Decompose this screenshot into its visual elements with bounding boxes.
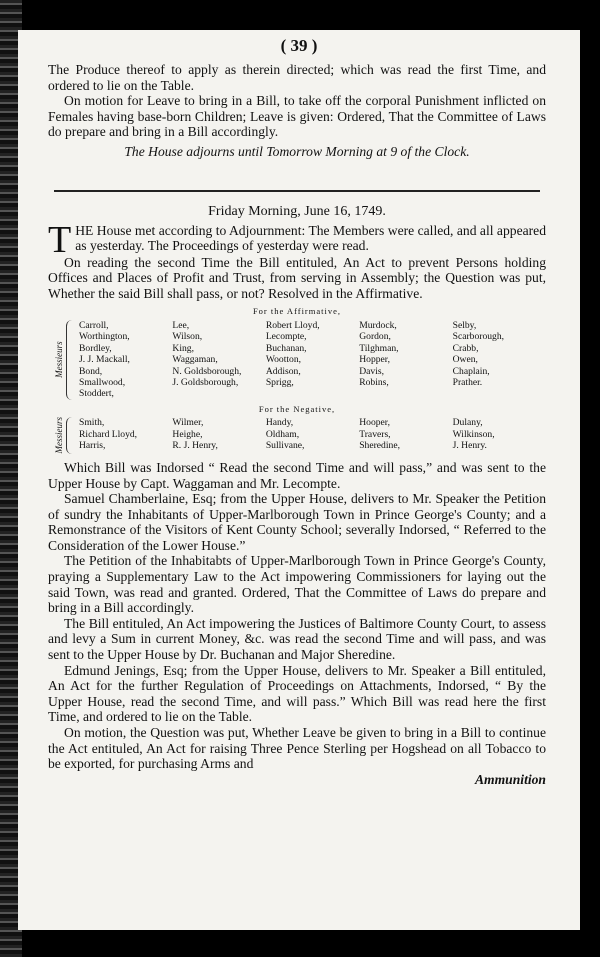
affirmative-member-name: Wootton, bbox=[265, 354, 302, 366]
affirmative-member-name: Hopper, bbox=[359, 354, 391, 366]
affirmative-member-name: King, bbox=[172, 342, 194, 354]
affirmative-member-name: Robert Lloyd, bbox=[265, 319, 320, 331]
affirmative-member-name: Chaplain, bbox=[452, 365, 490, 377]
affirmative-member-name: J. J. Mackall, bbox=[79, 354, 130, 366]
negative-member-name: Smith, bbox=[79, 417, 105, 429]
affirmative-label: Messieurs bbox=[54, 341, 64, 379]
negative-columns bbox=[79, 417, 546, 454]
affirmative-member-name: Murdock, bbox=[359, 319, 397, 331]
affirmative-member-name: Lecompte, bbox=[265, 331, 307, 343]
affirmative-member-name: Tilghman, bbox=[359, 342, 399, 354]
negative-column bbox=[453, 417, 546, 454]
negative-member-name: R. J. Henry, bbox=[172, 440, 218, 452]
affirmative-column bbox=[453, 320, 546, 400]
affirmative-member-name: Selby, bbox=[452, 319, 477, 331]
affirmative-member-name: Wilson, bbox=[172, 331, 203, 343]
main-section bbox=[48, 204, 546, 787]
body-paragraph: Samuel Chamberlaine, Esq; from the Upper House, delivers to Mr. Speaker the Petition of sundry the Inhabitants of Upper-Marlborough Town in Prince George's County; and a Remonstrance of the Visitors of Kent County School; severally Indorsed, “ Referred to the Consideration of the Lower House.” bbox=[48, 491, 546, 553]
negative-column bbox=[359, 417, 452, 454]
affirmative-column bbox=[359, 320, 452, 400]
drop-cap: T bbox=[48, 218, 72, 261]
affirmative-member-name: Bordley, bbox=[79, 342, 112, 354]
affirmative-column bbox=[266, 320, 359, 400]
negative-member-name: Wilmer, bbox=[172, 417, 204, 429]
document-page bbox=[18, 30, 580, 930]
affirmative-member-name: Owen, bbox=[452, 354, 478, 366]
affirmative-member-name: Smallwood, bbox=[79, 377, 126, 388]
body-paragraph: Edmund Jenings, Esq; from the Upper House, delivers to Mr. Speaker a Bill entituled, An Act for the further Regulation of Proceedings on Attachments, Indorsed, “ By the Upper House, read the second Time, and will pass.” Which Bill was read here the first Time, and ordered to lie on the Table. bbox=[48, 662, 546, 725]
second-reading-paragraph: On reading the second Time the Bill entituled, An Act to prevent Persons holding Offices and Places of Profit and Trust, from serving in Assembly; the Question was put, Whether the said Bill shall pass, or not? Resolved in the Affirmative. bbox=[48, 254, 546, 301]
negative-member-name: Dulany, bbox=[452, 417, 483, 429]
section-divider bbox=[54, 190, 540, 192]
affirmative-member-name: Buchanan, bbox=[265, 342, 307, 354]
negative-member-name: Wilkinson, bbox=[452, 428, 495, 440]
affirmative-member-name: Sprigg, bbox=[265, 377, 294, 388]
affirmative-column bbox=[172, 320, 265, 400]
catchword: Ammunition bbox=[474, 771, 546, 787]
negative-brace bbox=[66, 417, 75, 454]
negative-heading: For the Negative, bbox=[258, 403, 336, 414]
negative-member-name: Harris, bbox=[79, 440, 106, 452]
negative-member-name: Richard Lloyd, bbox=[79, 428, 138, 440]
negative-vote-list bbox=[54, 417, 546, 454]
adjournment-line: The House adjourns until Tomorrow Morning at 9 of the Clock. bbox=[124, 143, 470, 159]
affirmative-member-name: Robins, bbox=[359, 377, 389, 388]
affirmative-brace bbox=[66, 320, 75, 400]
top-section bbox=[48, 62, 546, 160]
top-paragraph-1: The Produce thereof to apply as therein directed; which was read the first Time, and ordered to lie on the Table. bbox=[48, 62, 546, 93]
affirmative-member-name: N. Goldsborough, bbox=[172, 365, 242, 377]
affirmative-member-name: Worthington, bbox=[79, 331, 130, 343]
negative-member-name: Travers, bbox=[359, 428, 391, 440]
affirmative-column bbox=[79, 320, 172, 400]
opening-text: HE House met according to Adjournment: The Members were called, and all appeared as yesterday. The Proceedings of yesterday were read. bbox=[75, 222, 546, 254]
body-paragraph: The Petition of the Inhabitabts of Upper-Marlborough Town in Prince George's County, praying a Supplementary Law to the Act impowering Commissioners for laying out the said Town, was read and granted. Ordered, That the Committee of Laws do prepare and bring in a Bill accordingly. bbox=[48, 553, 546, 616]
negative-member-name: Hooper, bbox=[359, 417, 391, 429]
affirmative-member-name: Bond, bbox=[79, 365, 103, 377]
affirmative-member-name: Gordon, bbox=[359, 331, 391, 343]
affirmative-member-name: J. Goldsborough, bbox=[172, 377, 239, 388]
negative-column bbox=[79, 417, 172, 454]
affirmative-member-name: Crabb, bbox=[452, 342, 479, 354]
affirmative-heading: For the Affirmative, bbox=[252, 306, 342, 317]
affirmative-member-name: Prather. bbox=[452, 377, 483, 388]
affirmative-member-name: Davis, bbox=[359, 365, 384, 377]
affirmative-member-name: Carroll, bbox=[79, 319, 109, 331]
page-number: ( 39 ) bbox=[280, 36, 318, 55]
affirmative-columns bbox=[79, 320, 546, 400]
negative-label: Messieurs bbox=[54, 417, 64, 454]
negative-column bbox=[266, 417, 359, 454]
negative-member-name: J. Henry. bbox=[452, 440, 487, 452]
affirmative-member-name: Waggaman, bbox=[172, 354, 218, 366]
body-paragraphs bbox=[48, 460, 546, 772]
top-paragraph-2: On motion for Leave to bring in a Bill, to take off the corporal Punishment inflicted on Females having base-born Children; Leave is given: Ordered, That the Committee of Laws do prepare and bring in a Bill accordingly. bbox=[48, 93, 546, 140]
affirmative-member-name: Stoddert, bbox=[79, 388, 114, 400]
body-paragraph: The Bill entituled, An Act impowering the Justices of Baltimore County Court, to assess and levy a Sum in current Money, &c. was read the second Time and will pass, and was sent to the Upper House by Dr. Buchanan and Major Sheredine. bbox=[48, 615, 546, 663]
negative-column bbox=[172, 417, 265, 454]
negative-member-name: Heighe, bbox=[172, 428, 203, 440]
negative-member-name: Handy, bbox=[265, 417, 294, 429]
negative-member-name: Oldham, bbox=[265, 428, 300, 440]
affirmative-vote-list bbox=[54, 320, 546, 400]
day-heading: Friday Morning, June 16, 1749. bbox=[208, 204, 386, 219]
opening-paragraph bbox=[48, 218, 546, 261]
affirmative-member-name: Addison, bbox=[265, 365, 301, 377]
affirmative-member-name: Lee, bbox=[172, 319, 190, 331]
body-paragraph: On motion, the Question was put, Whether Leave be given to bring in a Bill to continue the Act entituled, An Act for raising Three Pence Sterling per Hogshead on all Tobacco to be exported, for purchasing Arms and bbox=[48, 725, 546, 772]
affirmative-member-name: Scarborough, bbox=[452, 331, 505, 343]
body-paragraph: Which Bill was Indorsed “ Read the second Time and will pass,” and was sent to the Upper House by Capt. Waggaman and Mr. Lecompte. bbox=[48, 459, 546, 491]
negative-member-name: Sheredine, bbox=[359, 440, 400, 452]
negative-member-name: Sullivane, bbox=[265, 440, 305, 452]
